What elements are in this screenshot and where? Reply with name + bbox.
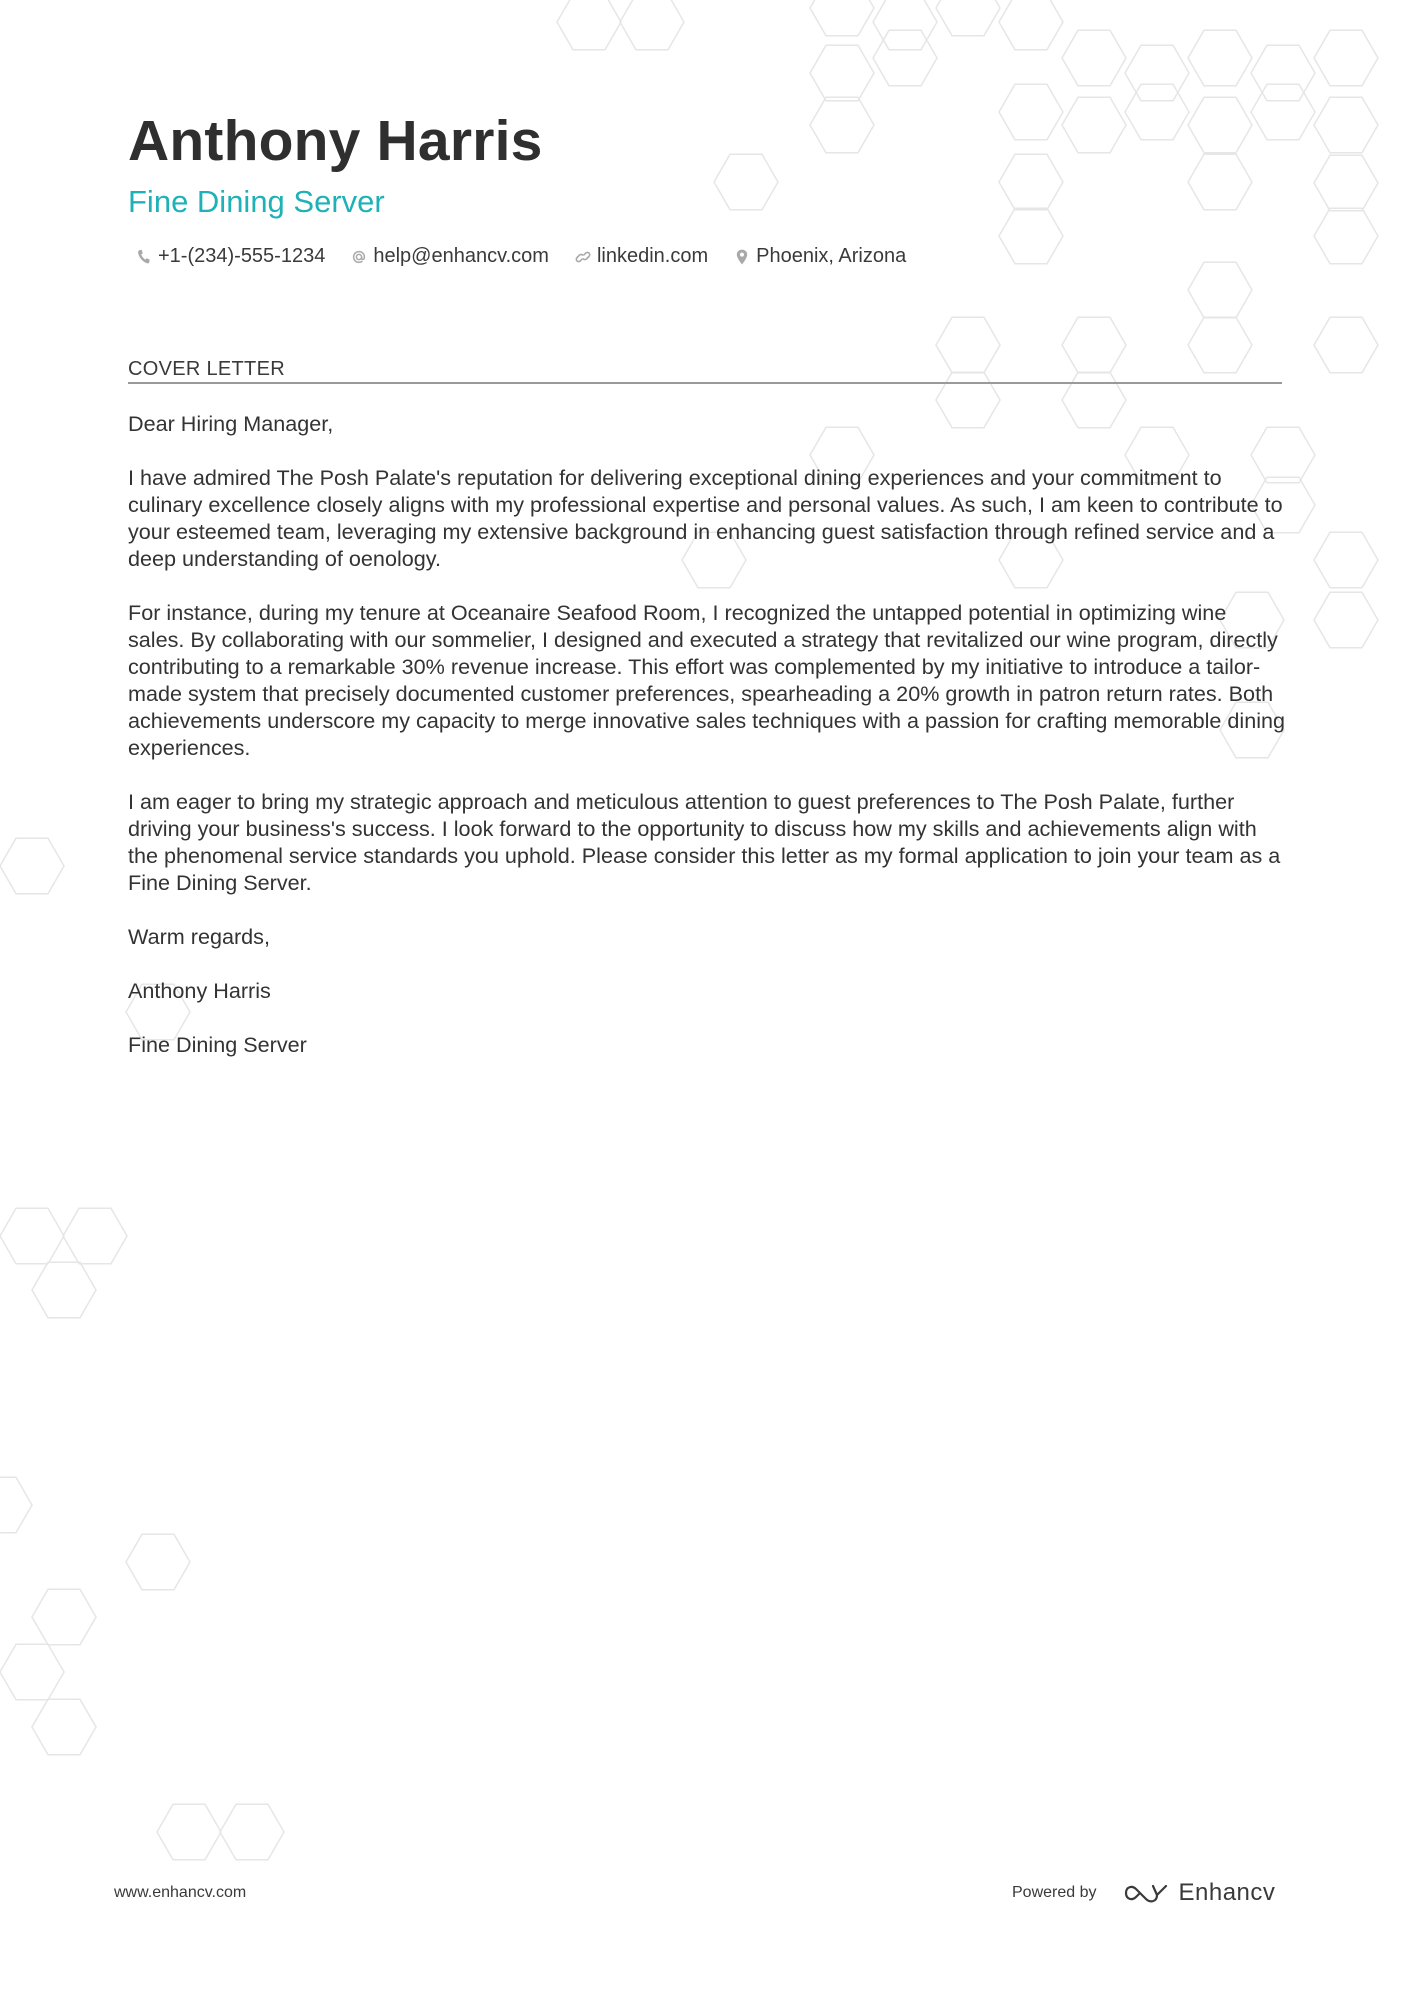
letter-salutation: Dear Hiring Manager, (128, 411, 334, 436)
letter-signature-name: Anthony Harris (128, 978, 271, 1003)
phone-icon (136, 248, 152, 266)
contact-phone-text: +1-(234)-555-1234 (158, 245, 326, 267)
applicant-job-title: Fine Dining Server (128, 184, 385, 219)
contact-linkedin[interactable] (575, 245, 708, 268)
contact-phone[interactable] (136, 245, 325, 268)
letter-paragraph: I have admired The Posh Palate's reputation for delivering exceptional dining experiences and your commitment to culinary excellence closely aligns with my professional expertise and personal values. As such, I am keen to contribute to your esteemed team, leveraging my extensive background in enhancing guest satisfaction through refined service and a deep understanding of oenology. (128, 465, 1283, 571)
enhancv-logo-icon (1123, 1881, 1169, 1905)
at-sign-icon (351, 248, 367, 266)
contact-location-text: Phoenix, Arizona (756, 245, 907, 267)
section-divider (128, 382, 1282, 384)
letter-paragraph: I am eager to bring my strategic approach and meticulous attention to guest preferences to The Posh Palate, further driving your business's success. I look forward to the opportunity to discuss how my skills and achievements align with the phenomenal service standards you uphold. Please consider this letter as my formal application to join your team as a Fine Dining Server. (128, 789, 1281, 895)
letter-closing: Warm regards, (128, 924, 270, 949)
letter-body (128, 410, 1286, 1085)
link-icon (575, 248, 591, 266)
section-heading-cover-letter: COVER LETTER (128, 358, 285, 380)
contact-linkedin-text: linkedin.com (596, 245, 709, 267)
contact-email-text: help@enhancv.com (373, 245, 549, 267)
enhancv-brand-name: Enhancv (1178, 1879, 1276, 1906)
contact-location (734, 245, 906, 268)
powered-by-label: Powered by (1012, 1884, 1097, 1901)
applicant-name: Anthony Harris (128, 109, 543, 173)
contact-info-row (136, 245, 932, 268)
letter-paragraph: For instance, during my tenure at Oceanaire Seafood Room, I recognized the untapped potential in optimizing wine sales. By collaborating with our sommelier, I designed and executed a strategy that revitalized our wine program, directly contributing to a remarkable 30% revenue increase. This effort was complemented by my initiative to introduce a tailor-made system that precisely documented customer preferences, spearheading a 20% growth in patron return rates. Both achievements underscore my capacity to merge innovative sales techniques with a passion for crafting memorable dining experiences. (128, 600, 1286, 760)
footer-website-link[interactable]: www.enhancv.com (114, 1884, 247, 1901)
location-pin-icon (734, 248, 750, 266)
powered-by-badge[interactable] (1012, 1879, 1275, 1907)
letter-signature-title: Fine Dining Server (128, 1032, 307, 1057)
contact-email[interactable] (351, 245, 549, 268)
